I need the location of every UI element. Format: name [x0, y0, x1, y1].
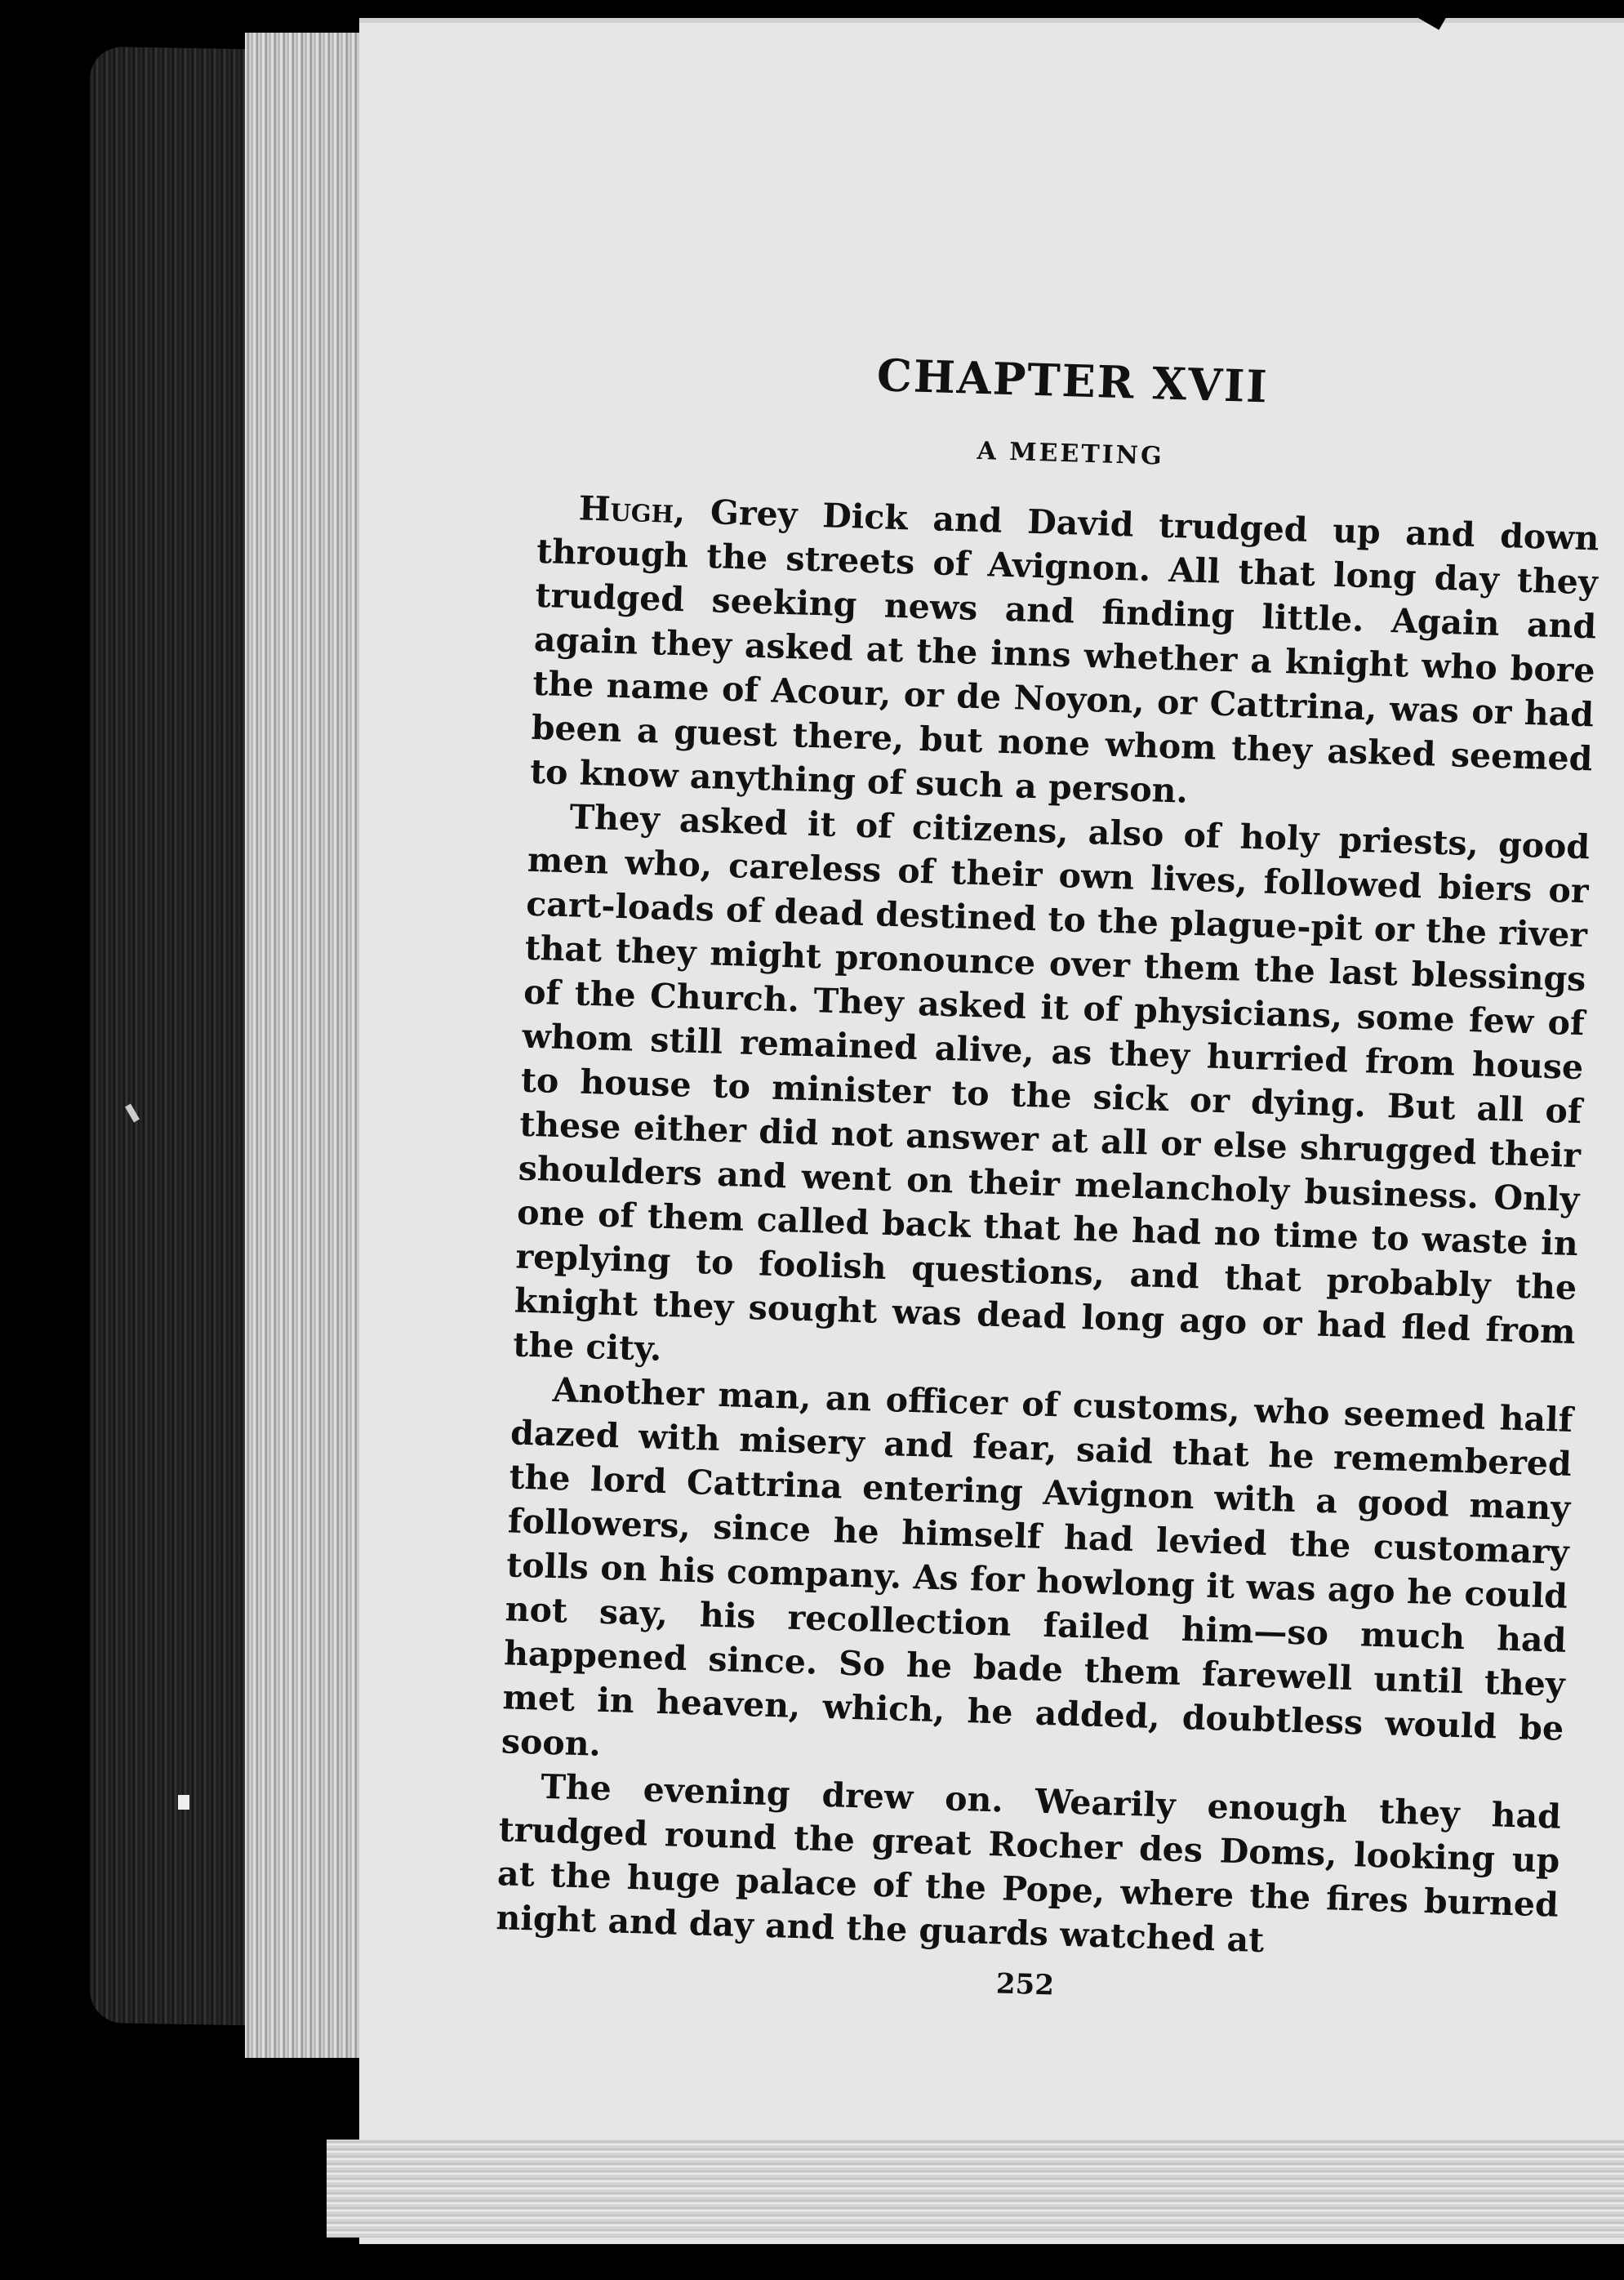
paragraph-text: , Grey Dick and David trudged up and down through the streets of Avignon. All that long day they trudged seeking news and finding little. Again and again they asked at the inns whether a knight who bore the name of Acour, or de Noyon, or Cattrina, was or had been a guest there, but none whom they asked seemed to know anything of such a person. — [529, 491, 1600, 811]
page-bottom-edge — [327, 2140, 1624, 2238]
paragraph: They asked it of citizens, also of holy priests, good men who, careless of their own lives, followed biers or cart-loads of dead destined to the plague-pit or the river that they might pronounce over them the last blessings of the Church. They asked it of physicians, some few of whom still remained alive, as they hurried from house to house to minister to the sick or dying. But all of these either did not answer at all or else shrugged their shoulders and went on their melancholy business. Only one of them called back that he had no time to waste in replying to foolish questions, and that probably the knight they sought was dead long ago or had fled from the city. — [512, 797, 1591, 1369]
paragraph-lead-word: Hugh — [578, 488, 674, 531]
scan-speck — [178, 1795, 189, 1810]
paragraph — [529, 485, 1600, 825]
page-number: 252 — [995, 1967, 1055, 2002]
paragraph: The evening drew on. Wearily enough they had trudged round the great Rocher des Doms, looking up at the huge palace of the Pope, where the fires burned night and day and the guards watched at — [495, 1766, 1562, 1961]
chapter-title: CHAPTER XVII — [875, 349, 1270, 413]
chapter-subtitle: A MEETING — [977, 436, 1165, 471]
paragraph: Another man, an officer of customs, who seemed half dazed with misery and fear, said that he remembered the lord Cattrina entering Avignon with a good many followers, since he himself had levied the customary tolls on his company. As for howlong it was ago he could not say, his recollection failed him—so much had happened since. So he bade them farewell until they met in heaven, which, he added, doubtless would be soon. — [501, 1369, 1573, 1764]
page-content — [494, 339, 1604, 2017]
